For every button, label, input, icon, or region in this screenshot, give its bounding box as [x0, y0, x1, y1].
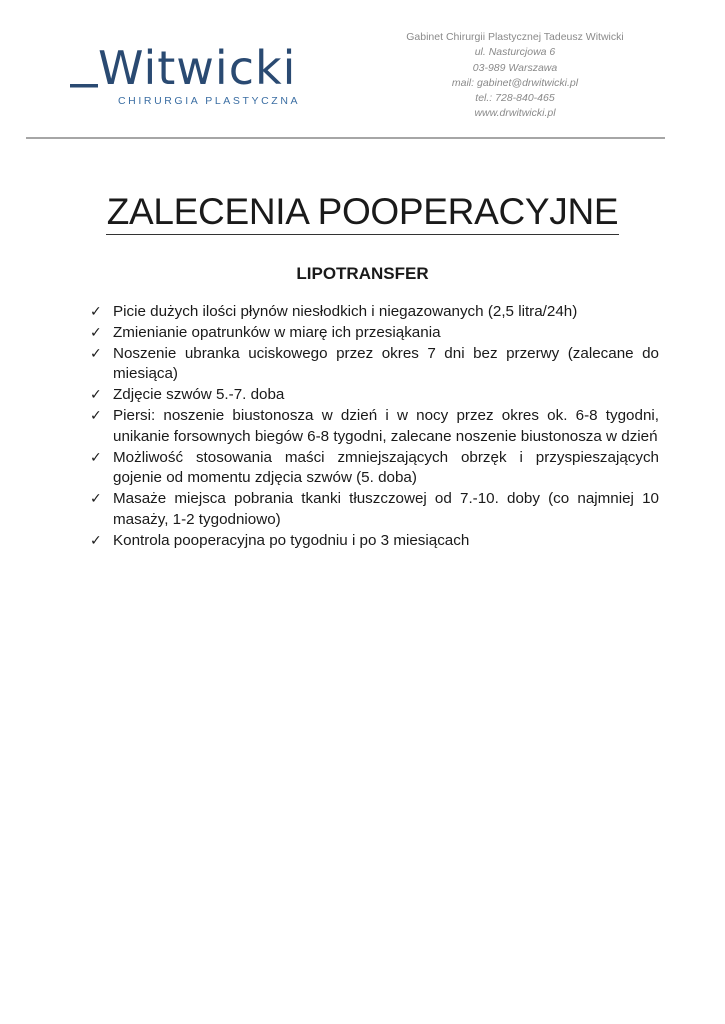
checkmark-icon: ✓	[90, 449, 102, 466]
list-item-text: Noszenie ubranka uciskowego przez okres 7 dni bez przerwy (zalecane do miesiąca)	[113, 344, 659, 383]
header-divider	[26, 137, 665, 139]
list-item	[90, 323, 659, 344]
list-item	[90, 489, 659, 531]
clinic-name: Gabinet Chirurgii Plastycznej Tadeusz Witwicki	[406, 31, 624, 43]
logo-tagline: CHIRURGIA PLASTYCZNA	[118, 95, 301, 107]
list-item	[90, 531, 659, 552]
checkmark-icon: ✓	[90, 345, 102, 362]
list-item-text: Możliwość stosowania maści zmniejszających obrzęk i przyspieszających gojenie od momentu zdjęcia szwów (5. doba)	[113, 448, 659, 487]
list-item-text: Zdjęcie szwów 5.-7. doba	[113, 386, 285, 404]
clinic-phone: tel.: 728-840-465	[475, 92, 555, 105]
list-item-text: Masaże miejsca pobrania tkanki tłuszczowej od 7.-10. doby (co najmniej 10 masaży, 1-2 tygodniowo)	[113, 490, 659, 528]
contact-block	[390, 30, 640, 122]
clinic-website: www.drwitwicki.pl	[474, 107, 556, 120]
checkmark-icon: ✓	[90, 387, 102, 404]
list-item	[90, 406, 659, 448]
document-title-wrap	[0, 190, 725, 235]
logo-wordmark: Witwicki	[98, 41, 297, 95]
list-item	[90, 448, 659, 490]
list-item-text: Picie dużych ilości płynów niesłodkich i niegazowanych (2,5 litra/24h)	[113, 303, 578, 320]
document-subtitle: LIPOTRANSFER	[296, 264, 429, 283]
document-title: ZALECENIA POOPERACYJNE	[106, 190, 620, 235]
clinic-city: 03-989 Warszawa	[472, 61, 558, 74]
clinic-logo	[68, 40, 308, 110]
clinic-email: mail: gabinet@drwitwicki.pl	[451, 76, 579, 89]
checkmark-icon: ✓	[90, 324, 102, 341]
list-item-text: Kontrola pooperacyjna po tygodniu i po 3 miesiącach	[113, 531, 470, 549]
list-item-text: Piersi: noszenie biustonosza w dzień i w nocy przez okres ok. 6-8 tygodni, unikanie forsownych biegów 6-8 tygodni, zalecane noszenie biustonosza w dzień	[113, 406, 659, 445]
checkmark-icon: ✓	[90, 491, 102, 508]
recommendations-list	[90, 302, 659, 552]
checkmark-icon: ✓	[90, 407, 102, 424]
list-item	[90, 344, 659, 386]
checkmark-icon: ✓	[90, 304, 102, 320]
clinic-street: ul. Nasturcjowa 6	[474, 46, 556, 59]
list-item	[90, 385, 659, 406]
list-item-text: Zmienianie opatrunków w miarę ich przesiąkania	[113, 323, 441, 341]
checkmark-icon: ✓	[90, 532, 102, 549]
list-item	[90, 302, 659, 323]
